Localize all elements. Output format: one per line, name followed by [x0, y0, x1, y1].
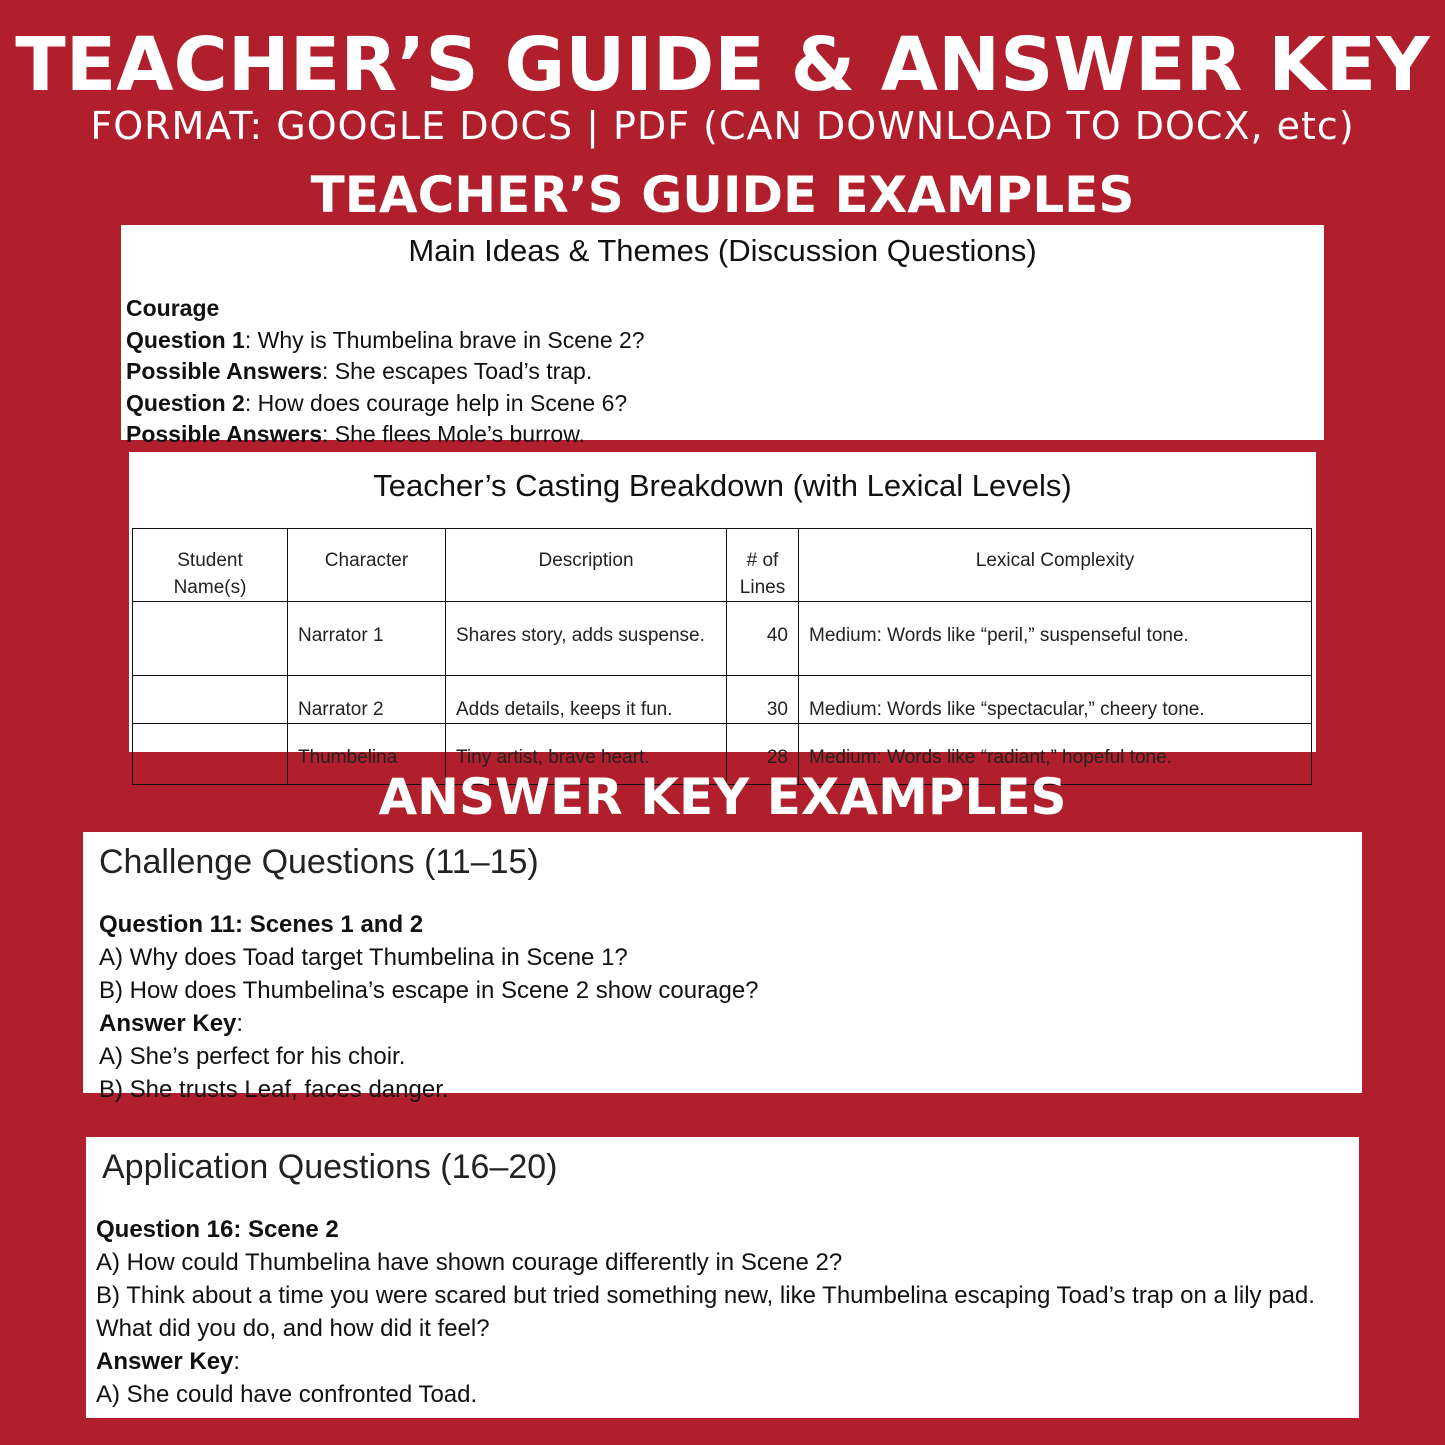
topic-label: Courage: [126, 295, 220, 321]
cell-description: Shares story, adds suspense.: [446, 602, 727, 676]
question-2-text: : How does courage help in Scene 6?: [244, 389, 628, 416]
challenge-panel: [83, 832, 1362, 1103]
cell-lexical: Medium: Words like “peril,” suspenseful tone.: [799, 602, 1312, 676]
question-1-label: Question 1: [126, 326, 245, 353]
table-row: [133, 602, 1312, 676]
question-1-text: : Why is Thumbelina brave in Scene 2?: [244, 326, 645, 353]
question-2-line: [126, 388, 645, 420]
cell-character: Thumbelina: [288, 724, 446, 785]
header-lexical: Lexical Complexity: [799, 529, 1312, 602]
answer-1-text: : She escapes Toad’s trap.: [322, 358, 593, 384]
casting-panel: [129, 452, 1316, 768]
answer-key-line: Answer Key:: [96, 1348, 241, 1375]
cell-character: Narrator 2: [288, 676, 446, 724]
header-student: Student Name(s): [133, 529, 288, 602]
question-11-b: B) How does Thumbelina’s escape in Scene 2 show courage?: [99, 977, 759, 1004]
cell-lines: 28: [727, 724, 799, 785]
cell-description: Tiny artist, brave heart.: [446, 724, 727, 785]
teachers-guide-heading: TEACHER’S GUIDE EXAMPLES: [310, 166, 1135, 224]
header-lines: # of Lines: [727, 529, 799, 602]
format-subtitle: FORMAT: GOOGLE DOCS | PDF (CAN DOWNLOAD TO DOCX, etc): [90, 104, 1355, 148]
main-title: TEACHER’S GUIDE & ANSWER KEY: [15, 22, 1430, 108]
casting-title: Teacher’s Casting Breakdown (with Lexical Levels): [373, 468, 1072, 503]
answer-11-a: A) She’s perfect for his choir.: [99, 1043, 406, 1070]
cell-lines: 40: [727, 602, 799, 676]
question-16-label: Question 16: Scene 2: [96, 1216, 339, 1243]
application-lines: [96, 1213, 1341, 1411]
challenge-title: Challenge Questions (11–15): [99, 843, 539, 881]
table-row: [133, 676, 1312, 724]
question-11-label: Question 11: Scenes 1 and 2: [99, 911, 424, 938]
answer-key-label: Answer Key: [99, 1010, 237, 1037]
themes-panel: [121, 225, 1324, 447]
cell-lines: 30: [727, 676, 799, 724]
answer-1-line: [126, 356, 645, 388]
answer-key-label: Answer Key: [96, 1348, 234, 1375]
question-1-line: [126, 325, 645, 357]
header-character: Character: [288, 529, 446, 602]
header-description: Description: [446, 529, 727, 602]
cell-student: [133, 676, 288, 724]
casting-table: [132, 528, 1312, 785]
answer-2-text: : She flees Mole’s burrow.: [322, 421, 585, 447]
answer-1-label: Possible Answers: [126, 358, 323, 384]
application-panel: [86, 1137, 1359, 1418]
challenge-lines: [99, 908, 759, 1106]
question-2-label: Question 2: [126, 389, 245, 416]
cell-character: Narrator 1: [288, 602, 446, 676]
cell-student: [133, 602, 288, 676]
answer-key-line: Answer Key:: [99, 1010, 244, 1037]
question-16-line: [96, 1213, 1341, 1246]
question-16-b: B) Think about a time you were scared but tried something new, like Thumbelina escaping Toad’s trap on a lily pad. What did you do, and how did it feel?: [96, 1282, 1315, 1342]
topic-line: [126, 293, 645, 325]
answer-2-line: [126, 419, 645, 451]
answer-16-a: A) She could have confronted Toad.: [96, 1381, 478, 1408]
casting-header-row: [133, 529, 1312, 602]
themes-title: Main Ideas & Themes (Discussion Questions): [408, 233, 1037, 268]
cell-lexical: Medium: Words like “radiant,” hopeful tone.: [799, 724, 1312, 785]
themes-lines: [126, 293, 645, 451]
question-11-a: A) Why does Toad target Thumbelina in Scene 1?: [99, 944, 628, 971]
answer-key-heading: ANSWER KEY EXAMPLES: [378, 768, 1067, 826]
application-title: Application Questions (16–20): [102, 1148, 558, 1186]
answer-11-b: B) She trusts Leaf, faces danger.: [99, 1076, 449, 1103]
cell-lexical: Medium: Words like “spectacular,” cheery tone.: [799, 676, 1312, 724]
answer-2-label: Possible Answers: [126, 421, 323, 447]
question-11-line: [99, 908, 759, 941]
cell-description: Adds details, keeps it fun.: [446, 676, 727, 724]
question-16-a: A) How could Thumbelina have shown courage differently in Scene 2?: [96, 1249, 843, 1276]
